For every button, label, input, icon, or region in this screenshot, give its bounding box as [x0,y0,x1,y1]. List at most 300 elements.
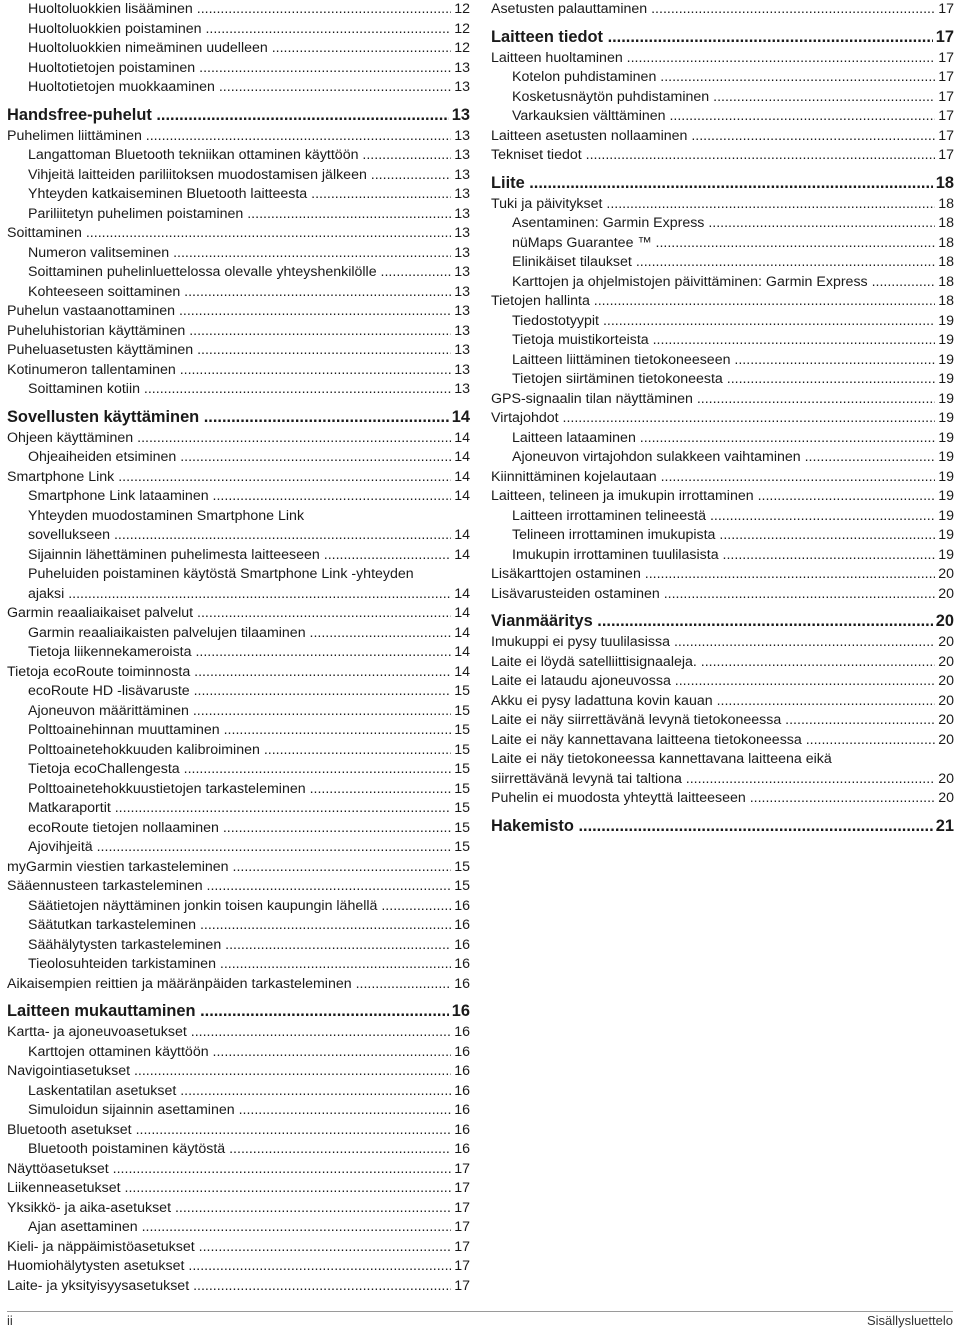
toc-page-number: 19 [935,448,954,468]
toc-entry-title: Ajan asettaminen ..... [28,1218,470,1238]
toc-page-number: 12 [451,0,470,20]
toc-entry[interactable] [7,663,470,683]
toc-entry-title: Puheluiden poistaminen käytöstä Smartphone Link -yhteyden [28,566,414,582]
toc-right-column [491,0,954,838]
toc-entry[interactable] [7,1023,470,1043]
toc-entry-title: Tietojen hallinta ..... [491,292,954,312]
toc-page-number: 19 [935,507,954,527]
toc-page-number: 16 [451,1140,470,1160]
toc-entry-title: Liikenneasetukset ..... [7,1179,470,1199]
toc-page-number: 13 [451,146,470,166]
toc-subentry[interactable] [491,68,954,88]
toc-entry[interactable] [491,692,954,712]
toc-entry-title: Lisäkarttojen ostaminen ..... [491,565,954,585]
toc-subentry[interactable] [491,88,954,108]
toc-page-number: 17 [451,1238,470,1258]
toc-entry-title: Soittaminen kotiin ..... [28,380,470,400]
toc-page-number: 12 [451,39,470,59]
toc-page-number: 13 [451,283,470,303]
toc-page-number: 17 [935,0,954,20]
toc-entry-title: Yhteyden katkaiseminen Bluetooth laitteesta ..... [28,185,470,205]
toc-page-number: 14 [451,604,470,624]
toc-entry-title: Langattoman Bluetooth tekniikan ottaminen käyttöön ..... [28,146,470,166]
toc-page-number: 15 [451,819,470,839]
toc-page-number: 16 [451,1043,470,1063]
toc-page-number: 16 [451,936,470,956]
toc-subentry[interactable] [7,799,470,819]
toc-subentry[interactable] [7,936,470,956]
toc-entry-title: Laitteen huoltaminen ..... [491,49,954,69]
toc-entry[interactable] [7,858,470,878]
toc-page-number: 15 [451,760,470,780]
toc-subentry[interactable] [7,780,470,800]
toc-entry-title: nüMaps Guarantee ™ ..... [512,234,954,254]
toc-entry-title: Huoltoluokkien lisääminen ..... [28,0,470,20]
toc-entry-title: Tieolosuhteiden tarkistaminen ..... [28,955,470,975]
toc-entry-title: Varkauksien välttäminen ..... [512,107,954,127]
toc-entry[interactable] [7,302,470,322]
toc-entry-title: Laitteen irrottaminen telineestä ..... [512,507,954,527]
toc-page-number: 14 [451,663,470,683]
toc-entry-title: Soittaminen puhelinluettelossa olevalle yhteyshenkilölle ..... [28,263,470,283]
toc-subentry[interactable] [7,263,470,283]
toc-page-number: 19 [935,429,954,449]
toc-entry-title: Laite ei löydä satelliittisignaaleja. ..... [491,653,954,673]
toc-entry-title: Karttojen ottaminen käyttöön ..... [28,1043,470,1063]
toc-entry[interactable] [491,633,954,653]
toc-page-number: 13 [451,341,470,361]
toc-subentry[interactable] [7,39,470,59]
toc-subentry[interactable] [7,244,470,264]
toc-entry[interactable] [491,711,954,731]
toc-subentry[interactable] [7,0,470,20]
toc-page-number: 14 [451,487,470,507]
toc-subentry[interactable] [7,380,470,400]
toc-entry-title: Handsfree-puhelut ..... [7,104,470,126]
toc-entry-title: Virtajohdot ..... [491,409,954,429]
toc-page-number: 19 [935,370,954,390]
toc-subentry[interactable] [7,682,470,702]
toc-entry-title: Tekniset tiedot ..... [491,146,954,166]
toc-entry-title: Kieli- ja näppäimistöasetukset ..... [7,1238,470,1258]
toc-left-column [7,0,470,1296]
toc-page-number: 19 [935,487,954,507]
toc-entry-title: Vianmääritys ..... [491,610,954,632]
toc-entry-title: Asetusten palauttaminen ..... [491,0,954,20]
toc-entry[interactable] [491,672,954,692]
toc-subentry[interactable] [491,546,954,566]
toc-page-number: 13 [451,322,470,342]
toc-page-number: 14 [451,546,470,566]
toc-entry-title: Huoltotietojen muokkaaminen ..... [28,78,470,98]
toc-entry-title: Tuki ja päivitykset ..... [491,195,954,215]
toc-page-number: 16 [451,916,470,936]
toc-page-number: 20 [935,633,954,653]
toc-entry[interactable] [491,409,954,429]
toc-page-number: 19 [935,331,954,351]
toc-page-number: 20 [935,653,954,673]
toc-entry-title: Huoltoluokkien poistaminen ..... [28,20,470,40]
toc-entry[interactable] [7,1277,470,1297]
toc-entry-title: Puheluhistorian käyttäminen ..... [7,322,470,342]
toc-subentry[interactable] [7,59,470,79]
toc-entry-title: Laite ei näy tietokoneessa kannettavana laitteena eikä [491,751,832,767]
toc-entry[interactable] [7,224,470,244]
toc-entry-title: Säähälytysten tarkasteleminen ..... [28,936,470,956]
toc-page-number: 13 [451,205,470,225]
toc-page-number: 14 [451,448,470,468]
toc-page-number: 13 [451,302,470,322]
toc-entry-title: Säätietojen näyttäminen jonkin toisen kaupungin lähellä ..... [28,897,470,917]
toc-entry-title: Kotinumeron tallentaminen ..... [7,361,470,381]
toc-page-number: 15 [451,799,470,819]
toc-page-number: 18 [935,195,954,215]
toc-page-number: 17 [935,146,954,166]
toc-page-number: 13 [451,59,470,79]
toc-entry-title: Laskentatilan asetukset ..... [28,1082,470,1102]
toc-page-number: 15 [451,838,470,858]
toc-page-number: 20 [935,731,954,751]
toc-entry-title: Huomiohälytysten asetukset ..... [7,1257,470,1277]
toc-subentry[interactable] [7,838,470,858]
toc-page-number: 16 [451,1082,470,1102]
toc-subentry[interactable] [7,1218,470,1238]
toc-entry-title: Ajovihjeitä ..... [28,838,470,858]
toc-entry-title: Asentaminen: Garmin Express ..... [512,214,954,234]
toc-subentry[interactable] [7,721,470,741]
toc-subentry[interactable] [7,741,470,761]
toc-subentry[interactable] [7,166,470,186]
toc-entry-title: Imukupin irrottaminen tuulilasista ..... [512,546,954,566]
toc-entry-title: Kosketusnäytön puhdistaminen ..... [512,88,954,108]
toc-subentry[interactable] [491,107,954,127]
toc-entry[interactable] [491,390,954,410]
toc-subentry[interactable] [7,1082,470,1102]
toc-entry-title: Kartta- ja ajoneuvoasetukset ..... [7,1023,470,1043]
toc-entry[interactable] [491,750,954,789]
toc-entry[interactable] [491,127,954,147]
toc-subentry[interactable] [491,214,954,234]
toc-entry-title: Polttoainetehokkuuden kalibroiminen ..... [28,741,470,761]
toc-subentry[interactable] [491,234,954,254]
toc-page-number: 18 [935,253,954,273]
toc-page-number: 13 [449,104,470,126]
toc-page-number: 18 [935,292,954,312]
toc-entry-title: Imukuppi ei pysy tuulilasissa ..... [491,633,954,653]
toc-entry[interactable] [491,585,954,605]
toc-entry-title: Ajoneuvon määrittäminen ..... [28,702,470,722]
toc-entry-title: Huoltoluokkien nimeäminen uudelleen ..... [28,39,470,59]
toc-entry-title: Bluetooth asetukset ..... [7,1121,470,1141]
toc-entry-title-continued: ajaksi ..... [28,585,470,605]
toc-entry[interactable] [491,468,954,488]
toc-entry[interactable] [7,127,470,147]
toc-page-number: 20 [935,565,954,585]
toc-page-number: 14 [451,429,470,449]
toc-entry-title: ecoRoute tietojen nollaaminen ..... [28,819,470,839]
toc-page-number: 16 [451,1062,470,1082]
toc-subentry[interactable] [7,546,470,566]
toc-page-number: 15 [451,721,470,741]
toc-page-number: 19 [935,409,954,429]
toc-section-heading[interactable] [7,104,470,126]
toc-page-number: 20 [935,672,954,692]
toc-subentry[interactable] [7,146,470,166]
toc-page-number: 12 [451,20,470,40]
toc-section-heading[interactable] [491,26,954,48]
toc-subentry[interactable] [7,897,470,917]
toc-section-heading[interactable] [7,1000,470,1022]
toc-entry-title: Yhteyden muodostaminen Smartphone Link [28,507,305,524]
toc-section-heading[interactable] [491,172,954,194]
toc-page-number: 13 [451,361,470,381]
toc-subentry[interactable] [491,429,954,449]
toc-entry-title: Näyttöasetukset ..... [7,1160,470,1180]
toc-entry-title: Puheluasetusten käyttäminen ..... [7,341,470,361]
toc-entry-title: Säätutkan tarkasteleminen ..... [28,916,470,936]
toc-section-heading[interactable] [491,815,954,837]
toc-page-number: 17 [451,1179,470,1199]
toc-entry-title: Puhelimen liittäminen ..... [7,127,470,147]
toc-page-number: 17 [935,107,954,127]
toc-subentry[interactable] [7,1140,470,1160]
toc-entry-title: Kohteeseen soittaminen ..... [28,283,470,303]
toc-entry-title: Laitteen asetusten nollaaminen ..... [491,127,954,147]
toc-subentry[interactable] [491,370,954,390]
toc-entry[interactable] [7,1238,470,1258]
toc-subentry[interactable] [491,273,954,293]
toc-entry-title: Simuloidun sijainnin asettaminen ..... [28,1101,470,1121]
toc-entry-title: Akku ei pysy ladattuna kovin kauan ..... [491,692,954,712]
toc-page-number: 19 [935,390,954,410]
toc-page-number: 18 [935,214,954,234]
toc-entry-title: Navigointiasetukset ..... [7,1062,470,1082]
toc-entry-title: Laite- ja yksityisyysasetukset ..... [7,1277,470,1297]
toc-entry-title: Sijainnin lähettäminen puhelimesta laitteeseen ..... [28,546,470,566]
toc-entry-title: Ohjeen käyttäminen ..... [7,429,470,449]
toc-entry-title: Laitteen lataaminen ..... [512,429,954,449]
toc-entry[interactable] [491,195,954,215]
toc-subentry[interactable] [7,565,470,604]
toc-subentry[interactable] [7,448,470,468]
toc-entry[interactable] [7,1062,470,1082]
toc-page-number: 16 [451,975,470,995]
toc-page-number: 16 [451,955,470,975]
toc-page-number: 20 [935,692,954,712]
toc-entry-title: Kotelon puhdistaminen ..... [512,68,954,88]
toc-entry[interactable] [491,292,954,312]
toc-subentry[interactable] [7,185,470,205]
toc-subentry[interactable] [7,205,470,225]
toc-page-number: 13 [451,380,470,400]
toc-page-number: 14 [449,406,470,428]
toc-page-number: 14 [451,468,470,488]
toc-subentry[interactable] [7,702,470,722]
toc-entry[interactable] [491,653,954,673]
toc-entry-title: Telineen irrottaminen imukupista ..... [512,526,954,546]
toc-entry[interactable] [7,468,470,488]
toc-subentry[interactable] [491,507,954,527]
toc-entry-title: Karttojen ja ohjelmistojen päivittäminen: Garmin Express ..... [512,273,954,293]
toc-entry-title: myGarmin viestien tarkasteleminen ..... [7,858,470,878]
toc-page-number: 16 [451,1023,470,1043]
toc-entry-title: Ajoneuvon virtajohdon sulakkeen vaihtaminen ..... [512,448,954,468]
toc-subentry[interactable] [491,312,954,332]
toc-entry[interactable] [7,604,470,624]
toc-page-number: 15 [451,702,470,722]
toc-page-number: 19 [935,312,954,332]
toc-entry-title: Laite ei näy kannettavana laitteena tietokoneessa ..... [491,731,954,751]
toc-page-number: 19 [935,546,954,566]
toc-entry[interactable] [7,429,470,449]
toc-subentry[interactable] [7,760,470,780]
toc-entry[interactable] [7,1121,470,1141]
toc-entry[interactable] [491,487,954,507]
toc-entry-title: Sovellusten käyttäminen ..... [7,406,470,428]
toc-entry[interactable] [491,49,954,69]
toc-subentry[interactable] [7,487,470,507]
toc-page-number: 17 [935,88,954,108]
toc-entry-title: Laitteen liittäminen tietokoneeseen ..... [512,351,954,371]
toc-entry-title: Aikaisempien reittien ja määränpäiden tarkasteleminen ..... [7,975,470,995]
toc-entry[interactable] [7,975,470,995]
toc-entry[interactable] [7,877,470,897]
toc-page-number: 17 [935,127,954,147]
toc-subentry[interactable] [7,955,470,975]
toc-entry-title-continued: sovellukseen ..... [28,526,470,546]
toc-subentry[interactable] [491,331,954,351]
toc-page-number: 13 [451,244,470,264]
toc-page-number: 17 [451,1257,470,1277]
toc-entry-title: Tietoja ecoRoute toiminnosta ..... [7,663,470,683]
footer-divider [7,1311,953,1312]
toc-page-number: 15 [451,858,470,878]
toc-entry-title: Laitteen mukauttaminen ..... [7,1000,470,1022]
toc-subentry[interactable] [7,916,470,936]
toc-subentry[interactable] [7,624,470,644]
toc-entry[interactable] [491,565,954,585]
toc-entry-title: Tietojen siirtäminen tietokoneesta ..... [512,370,954,390]
toc-page-number: 17 [451,1277,470,1297]
toc-entry-title: Numeron valitseminen ..... [28,244,470,264]
toc-entry-title: Laite ei näy siirrettävänä levynä tietokoneessa ..... [491,711,954,731]
toc-page-number: 15 [451,741,470,761]
toc-entry-title: Kiinnittäminen kojelautaan ..... [491,468,954,488]
toc-entry-title: GPS-signaalin tilan näyttäminen ..... [491,390,954,410]
toc-entry-title: Laitteen tiedot ..... [491,26,954,48]
toc-entry-title: Ohjeaiheiden etsiminen ..... [28,448,470,468]
toc-entry-title: Tietoja liikennekameroista ..... [28,643,470,663]
toc-page-number: 17 [451,1218,470,1238]
toc-page-number: 14 [451,624,470,644]
toc-entry-title: Laite ei lataudu ajoneuvossa ..... [491,672,954,692]
toc-entry[interactable] [7,1257,470,1277]
footer-page-number: ii [7,1313,13,1328]
toc-page-number: 13 [451,166,470,186]
toc-section-heading[interactable] [491,610,954,632]
toc-entry[interactable] [7,1160,470,1180]
toc-page-number: 20 [935,711,954,731]
toc-subentry[interactable] [7,819,470,839]
toc-page-number: 21 [933,815,954,837]
toc-entry-title: Yksikkö- ja aika-asetukset ..... [7,1199,470,1219]
toc-subentry[interactable] [7,1043,470,1063]
toc-page-number: 17 [451,1160,470,1180]
footer-section-name: Sisällysluettelo [867,1313,953,1328]
toc-entry[interactable] [491,789,954,809]
toc-page-number: 14 [451,643,470,663]
toc-page-number: 17 [933,26,954,48]
toc-subentry[interactable] [7,283,470,303]
toc-entry[interactable] [7,1179,470,1199]
toc-page-number: 13 [451,78,470,98]
toc-subentry[interactable] [491,253,954,273]
toc-entry-title: ecoRoute HD -lisävaruste ..... [28,682,470,702]
toc-subentry[interactable] [7,78,470,98]
toc-page-number: 16 [451,1121,470,1141]
toc-entry-title: Garmin reaaliaikaiset palvelut ..... [7,604,470,624]
toc-entry-title: Vihjeitä laitteiden pariliitoksen muodostamisen jälkeen ..... [28,166,470,186]
toc-entry-title: Garmin reaaliaikaisten palvelujen tilaaminen ..... [28,624,470,644]
toc-page-number: 16 [451,897,470,917]
toc-entry-title: Puhelin ei muodosta yhteyttä laitteeseen ..... [491,789,954,809]
toc-page-number: 20 [935,585,954,605]
toc-entry[interactable] [491,146,954,166]
toc-entry[interactable] [7,1199,470,1219]
toc-entry-title: Soittaminen ..... [7,224,470,244]
toc-page-number: 17 [935,68,954,88]
toc-section-heading[interactable] [7,406,470,428]
toc-subentry[interactable] [7,643,470,663]
toc-entry[interactable] [7,341,470,361]
toc-subentry[interactable] [7,20,470,40]
toc-page-number: 19 [935,351,954,371]
toc-entry-title: Sääennusteen tarkasteleminen ..... [7,877,470,897]
toc-entry[interactable] [7,361,470,381]
toc-subentry[interactable] [491,526,954,546]
toc-entry[interactable] [491,731,954,751]
toc-page-number: 13 [451,127,470,147]
toc-page-number: 18 [935,273,954,293]
toc-subentry[interactable] [7,507,470,546]
toc-subentry[interactable] [491,351,954,371]
toc-page-number: 14 [451,585,470,605]
toc-subentry[interactable] [7,1101,470,1121]
toc-entry-title: Hakemisto ..... [491,815,954,837]
toc-page-number: 20 [933,610,954,632]
toc-entry-title: Matkaraportit ..... [28,799,470,819]
toc-entry-title: Tiedostotyypit ..... [512,312,954,332]
toc-page-number: 13 [451,263,470,283]
toc-entry[interactable] [7,322,470,342]
toc-entry-title: Polttoainetehokkuustietojen tarkasteleminen ..... [28,780,470,800]
toc-page-number: 17 [935,49,954,69]
toc-page-number: 13 [451,185,470,205]
toc-entry-title: Smartphone Link ..... [7,468,470,488]
toc-page-number: 20 [935,789,954,809]
toc-entry-title: Smartphone Link lataaminen ..... [28,487,470,507]
toc-entry-title: Puhelun vastaanottaminen ..... [7,302,470,322]
toc-page-number: 19 [935,468,954,488]
toc-entry-title: Elinikäiset tilaukset ..... [512,253,954,273]
toc-entry-title: Pariliitetyn puhelimen poistaminen ..... [28,205,470,225]
toc-page-number: 15 [451,877,470,897]
toc-page-number: 17 [451,1199,470,1219]
toc-entry[interactable] [491,0,954,20]
toc-subentry[interactable] [491,448,954,468]
toc-entry-title: Lisävarusteiden ostaminen ..... [491,585,954,605]
toc-entry-title: Polttoainehinnan muuttaminen ..... [28,721,470,741]
